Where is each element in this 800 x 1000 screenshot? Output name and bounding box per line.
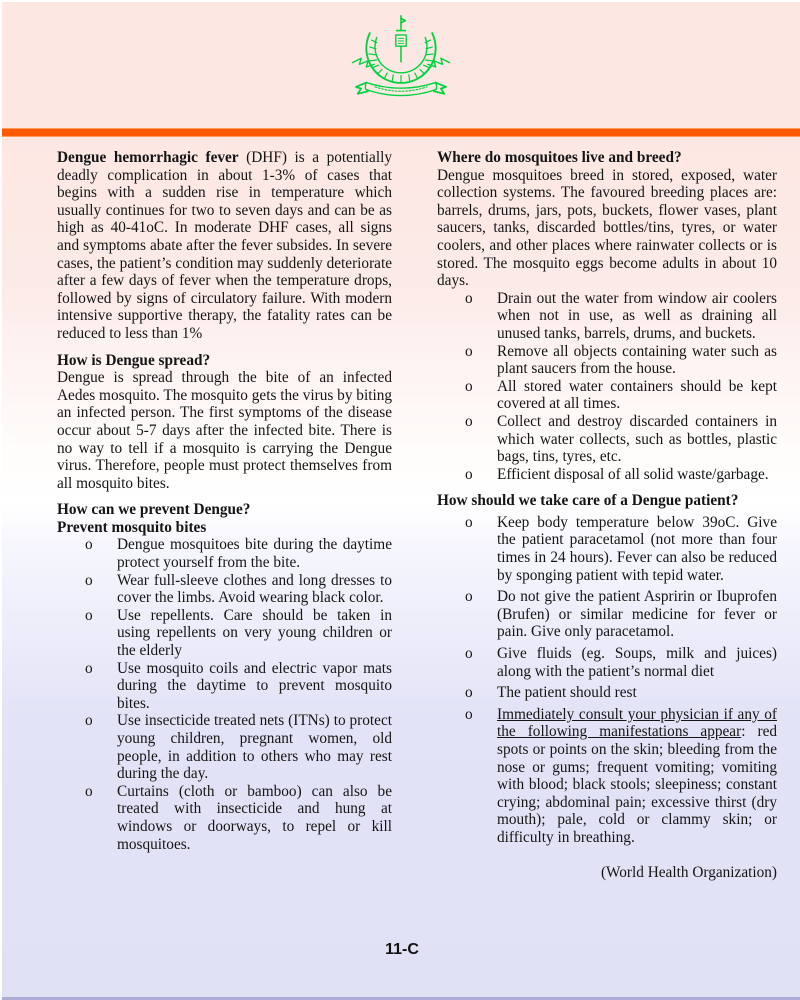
intro-paragraph [57, 149, 392, 343]
bullet-text: Give fluids (eg. Soups, milk and juices) along with the patient’s normal diet [497, 645, 777, 680]
prevent-bullet-list [57, 536, 392, 853]
bullet-text: Drain out the water from window air coolers when not in use, as well as draining all unused tanks, barrels, drums, and buckets. [497, 289, 777, 342]
bullet-marker: o [85, 712, 93, 730]
bullet-marker: o [465, 289, 473, 307]
list-item [57, 660, 392, 713]
bullet-marker: o [465, 513, 473, 531]
spread-paragraph: Dengue is spread through the bite of an infected Aedes mosquito. The mosquito gets the virus by biting an infected person. The first symptoms of the disease occur about 5-7 days after the infected bite. There is no way to tell if a mosquito is carrying the Dengue virus. Therefore, people must protect themselves from all mosquito bites. [57, 369, 392, 492]
list-item [437, 645, 777, 680]
heading-prevent-mosquito-bites: Prevent mosquito bites [57, 518, 207, 536]
bullet-text: Keep body temperature below 39oC. Give the patient paracetamol (not more than four times in 24 hours). Fever can also be reduced by sponging patient with tepid water. [497, 513, 777, 584]
list-item [437, 290, 777, 343]
left-column [57, 149, 392, 881]
bullet-marker: o [465, 377, 473, 395]
university-crest-icon [349, 14, 453, 100]
bullet-marker: o [85, 571, 93, 589]
bullet-text: Efficient disposal of all solid waste/garbage. [497, 465, 769, 483]
bullet-marker: o [465, 588, 473, 606]
list-item [437, 588, 777, 641]
bullet-text: All stored water containers should be kept covered at all times. [497, 377, 777, 413]
orange-divider [2, 128, 800, 137]
content-area [2, 137, 800, 881]
bullet-text: Use mosquito coils and electric vapor mats during the daytime to prevent mosquito bites. [117, 659, 392, 712]
care-bullet-list [437, 514, 777, 847]
bullet-text: Use repellents. Care should be taken in using repellents on very young children or the elderly [117, 606, 392, 660]
bullet-text: Use insecticide treated nets (ITNs) to protect young children, pregnant women, old people, in addition to others who may rest during the day. [117, 712, 392, 783]
list-item [437, 378, 777, 413]
intro-bold-lead: Dengue hemorrhagic fever [57, 149, 239, 166]
list-item [57, 712, 392, 782]
warning-separator: : [741, 723, 746, 741]
bullet-marker: o [465, 684, 473, 702]
bullet-text [497, 706, 777, 847]
heading-where-do-mosquitoes-breed: Where do mosquitoes live and breed? [437, 149, 682, 166]
bullet-marker: o [85, 782, 93, 800]
breed-bullet-list [437, 290, 777, 484]
bullet-marker: o [85, 659, 93, 677]
underlined-warning-text: Immediately consult your physician if any of the following manifestations appear [497, 705, 777, 741]
page-header [2, 0, 800, 128]
heading-how-to-take-care: How should we take care of a Dengue patient? [437, 492, 739, 510]
bullet-marker: o [465, 465, 473, 483]
intro-text: (DHF) is a potentially deadly complication in about 1-3% of cases that begins with a sudden rise in temperature which usually continues for two to seven days and can be as high as 40-41oC. In moderate DHF cases, all signs and symptoms abate after the fever subsides. In severe cases, the patient’s condition may suddenly deteriorate after a few days of fever when the temperature drops, followed by signs of circulatory failure. With modern intensive supportive therapy, the fatality rates can be reduced to less than 1% [57, 149, 392, 342]
list-item [437, 514, 777, 584]
bullet-marker: o [85, 606, 93, 624]
list-item [437, 413, 777, 466]
bullet-marker: o [465, 342, 473, 360]
list-item [57, 536, 392, 571]
bullet-text: Remove all objects containing water such as plant saucers from the house. [497, 342, 777, 378]
heading-how-can-we-prevent: How can we prevent Dengue? [57, 501, 251, 519]
bullet-text: Wear full-sleeve clothes and long dresses to cover the limbs. Avoid wearing black color. [117, 571, 392, 607]
list-item [57, 572, 392, 607]
bullet-marker: o [465, 412, 473, 430]
bullet-text: The patient should rest [497, 684, 637, 702]
list-item [437, 684, 777, 702]
bullet-marker: o [465, 645, 473, 663]
page-number: 11-C [385, 941, 419, 958]
bullet-text: Do not give the patient Aspririn or Ibuprofen (Brufen) or similar medicine for fever or pain. Give only paracetamol. [497, 588, 777, 641]
attribution: (World Health Organization) [600, 863, 777, 881]
bullet-text: Collect and destroy discarded containers in which water collects, such as bottles, plastic bags, tins, tyres, etc. [497, 412, 777, 466]
list-item [437, 343, 777, 378]
right-column [437, 149, 777, 881]
heading-how-is-dengue-spread: How is Dengue spread? [57, 351, 211, 369]
bullet-marker: o [85, 536, 93, 554]
list-item [57, 607, 392, 660]
bullet-text: Dengue mosquitoes bite during the daytime protect yourself from the bite. [117, 536, 392, 572]
bullet-text: Curtains (cloth or bamboo) can also be treated with insecticide and hung at windows or doorways, to repel or kill mosquitoes. [117, 782, 392, 853]
list-item [437, 466, 777, 484]
list-item [437, 706, 777, 847]
bullet-marker: o [465, 705, 473, 723]
list-item [57, 783, 392, 853]
warning-rest-text: red spots or points on the skin; bleeding from the nose or gums; frequent vomiting; vomiting with blood; black stools; sleepiness; constant crying; abdominal pain; excessive thirst (dry mouth); pale, cold or clammy skin; or difficulty in breathing. [497, 723, 778, 846]
breed-paragraph: Dengue mosquitoes breed in stored, exposed, water collection systems. The favoured breeding places are: barrels, drums, jars, pots, buckets, flower vases, plant saucers, tanks, discarded bottles/tins, tyres, or water coolers, and other places where rainwater collects or is stored. The mosquito eggs become adults in about 10 days. [437, 166, 777, 290]
